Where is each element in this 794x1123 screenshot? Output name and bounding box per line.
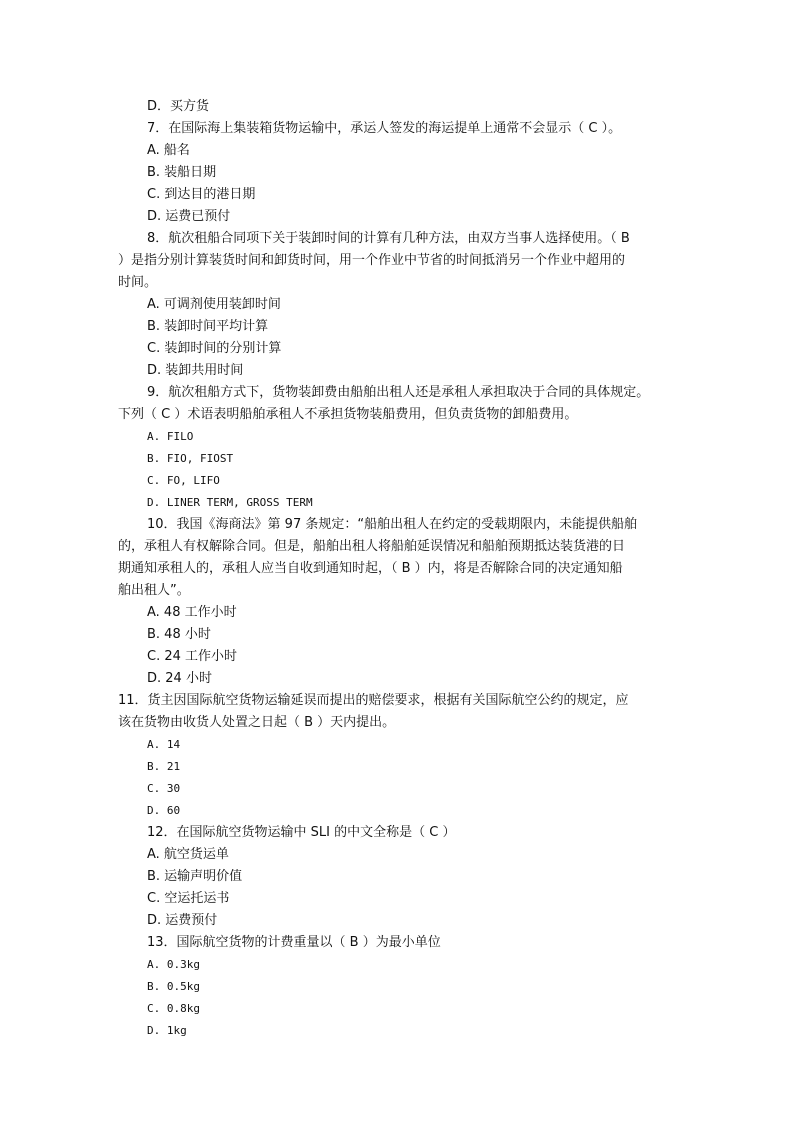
answer-option: C. 30	[147, 782, 181, 795]
question-text: 8．航次租船合同项下关于装卸时间的计算有几种方法，由双方当事人选择使用。（ B	[147, 231, 630, 246]
answer-option: C. FO, LIFO	[147, 474, 220, 487]
answer-option: D. 运费预付	[147, 913, 218, 928]
answer-option: B. 0.5kg	[147, 980, 200, 993]
answer-option: B. FIO, FIOST	[147, 452, 234, 465]
question-text: 舶出租人”。	[118, 583, 190, 598]
answer-option: A. 0.3kg	[147, 958, 200, 971]
answer-option: A. 可调剂使用装卸时间	[147, 297, 281, 312]
answer-option: D. 装卸共用时间	[147, 363, 244, 378]
answer-option: D. 60	[147, 804, 181, 817]
answer-option: D. 运费已预付	[147, 209, 231, 224]
answer-option: B. 装卸时间平均计算	[147, 319, 269, 334]
answer-option: B. 48 小时	[147, 627, 211, 642]
answer-option: C. 空运托运书	[147, 891, 230, 906]
question-text: 下列（ C ）术语表明船舶承租人不承担货物装船费用，但负责货物的卸船费用。	[118, 407, 578, 422]
question-text: 9．航次租船方式下，货物装卸费由船舶出租人还是承租人承担取决于合同的具体规定。	[147, 385, 650, 400]
answer-option: B. 装船日期	[147, 165, 217, 180]
answer-option: A. 14	[147, 738, 181, 751]
question-text: 期通知承租人的，承租人应当自收到通知时起，（ B ）内，将是否解除合同的决定通知船	[118, 561, 623, 576]
answer-option: B. 21	[147, 760, 181, 773]
answer-option: C. 0.8kg	[147, 1002, 200, 1015]
answer-option: D. LINER TERM, GROSS TERM	[147, 496, 313, 509]
question-text: ）是指分别计算装货时间和卸货时间，用一个作业中节省的时间抵消另一个作业中超用的	[118, 253, 626, 268]
question-text: 时间。	[118, 275, 158, 290]
answer-option: C. 到达目的港日期	[147, 187, 256, 202]
question-text: 该在货物由收货人处置之日起（ B ）天内提出。	[118, 715, 396, 730]
question-text: 12．在国际航空货物运输中 SLI 的中文全称是（ C ）	[147, 825, 456, 840]
document-page	[0, 96, 794, 1042]
answer-option: A. 48 工作小时	[147, 605, 237, 620]
answer-option: C. 装卸时间的分别计算	[147, 341, 282, 356]
answer-option: B. 运输声明价值	[147, 869, 243, 884]
answer-option: D．买方货	[147, 99, 210, 114]
answer-option: C. 24 工作小时	[147, 649, 238, 664]
question-text: 11．货主因国际航空货物运输延误而提出的赔偿要求，根据有关国际航空公约的规定，应	[118, 693, 629, 708]
answer-option: D. 24 小时	[147, 671, 212, 686]
question-text: 7．在国际海上集装箱货物运输中，承运人签发的海运提单上通常不会显示（ C ）。	[147, 121, 622, 136]
question-text: 的，承租人有权解除合同。但是，船舶出租人将船舶延误情况和船舶预期抵达装货港的日	[118, 539, 626, 554]
question-text: 13．国际航空货物的计费重量以（ B ）为最小单位	[147, 935, 441, 950]
answer-option: A. 航空货运单	[147, 847, 229, 862]
answer-option: A. 船名	[147, 143, 190, 158]
answer-option: D. 1kg	[147, 1024, 187, 1037]
question-text: 10．我国《海商法》第 97 条规定：“船舶出租人在约定的受载期限内，未能提供船舶	[147, 517, 638, 532]
answer-option: A. FILO	[147, 430, 194, 443]
